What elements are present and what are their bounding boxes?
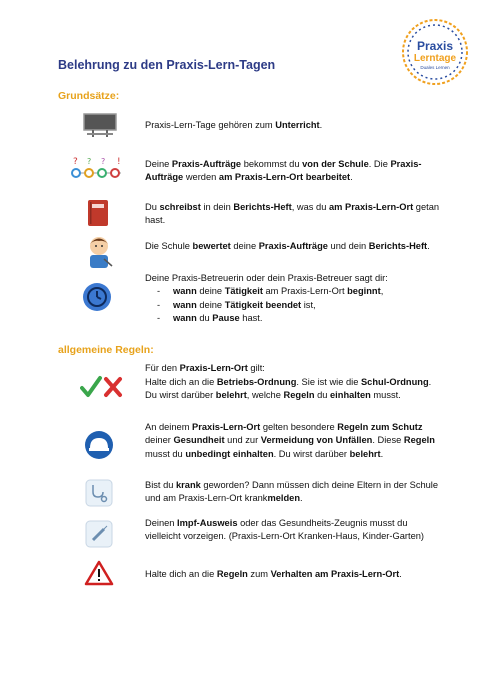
safety-helmet-icon [84, 430, 114, 460]
stethoscope-icon [85, 479, 113, 507]
report-book-icon [87, 199, 109, 227]
grundsatz-berichts-heft: Du schreibst in dein Berichts-Heft, was du am Praxis-Lern-Ort getan hast. [145, 202, 440, 226]
section-heading-grundsaetze: Grundsätze: [58, 90, 120, 102]
warning-icon [84, 560, 114, 586]
svg-text:?: ? [101, 157, 106, 166]
grundsatz-unterricht: Praxis-Lern-Tage gehören zum Unterricht. [145, 120, 323, 130]
svg-text:!: ! [117, 157, 121, 167]
tasks-icons [71, 155, 127, 181]
svg-text:Praxis: Praxis [416, 39, 454, 53]
syringe-icon [85, 520, 113, 548]
classroom-board-icon [82, 112, 118, 138]
regel-impf-ausweis: Deinen Impf-Ausweis oder das Gesundheits-Zeugnis musst du vielleicht vorzeigen. (Praxis-Lern-Ort Kranken-Haus, Kinder-Garten) [145, 518, 425, 542]
svg-text:?: ? [87, 157, 92, 166]
regel-betriebs-ordnung: Halte dich an die Betriebs-Ordnung. Sie ist wie die Schul-Ordnung. Du wirst darüber belehrt, welche Regeln du einhalten musst. [145, 377, 432, 401]
regel-verhalten: Halte dich an die Regeln zum Verhalten am Praxis-Lern-Ort. [145, 569, 402, 579]
grundsatz-bewertung: Die Schule bewertet deine Praxis-Aufträge und dein Berichts-Heft. [145, 241, 430, 251]
regel-krankmeldung: Bist du krank geworden? Dann müssen dich deine Eltern in der Schule und am Praxis-Lern-Ort krankmelden. [145, 480, 439, 504]
praxis-lerntage-logo [401, 18, 469, 86]
list-item: - wann du Pause hast. [145, 312, 455, 325]
list-item: - wann deine Tätigkeit beendet ist, [145, 299, 455, 312]
check-cross-icon [80, 375, 124, 399]
svg-text:Lerntage: Lerntage [413, 53, 457, 64]
svg-text:Duales Lernen: Duales Lernen [420, 65, 450, 70]
section-heading-allgemeine-regeln: allgemeine Regeln: [58, 344, 154, 356]
page-title: Belehrung zu den Praxis-Lern-Tagen [58, 58, 276, 72]
grundsatz-praxis-auftraege: Deine Praxis-Aufträge bekommst du von der Schule. Die Praxis-Aufträge werden am Praxis-Lern-Ort bearbeitet. [145, 159, 422, 183]
regel-intro: Für den Praxis-Lern-Ort gilt: [145, 363, 265, 373]
clock-icon [82, 282, 112, 312]
svg-text:?: ? [73, 157, 78, 167]
list-item: - wann deine Tätigkeit am Praxis-Lern-Ort beginnt, [145, 285, 455, 298]
student-icon [84, 235, 114, 269]
grundsatz-betreuer: Deine Praxis-Betreuerin oder dein Praxis-Betreuer sagt dir: - wann deine Tätigkeit am Praxis-Lern-Ort beginnt, - wann deine Tätigkeit beendet ist, - wann du Pause hast. [145, 272, 455, 326]
regel-gesundheit: An deinem Praxis-Lern-Ort gelten besondere Regeln zum Schutz deiner Gesundheit und zur Vermeidung von Unfällen. Diese Regeln musst du unbedingt einhalten. Du wirst darüber belehrt. [145, 422, 435, 459]
